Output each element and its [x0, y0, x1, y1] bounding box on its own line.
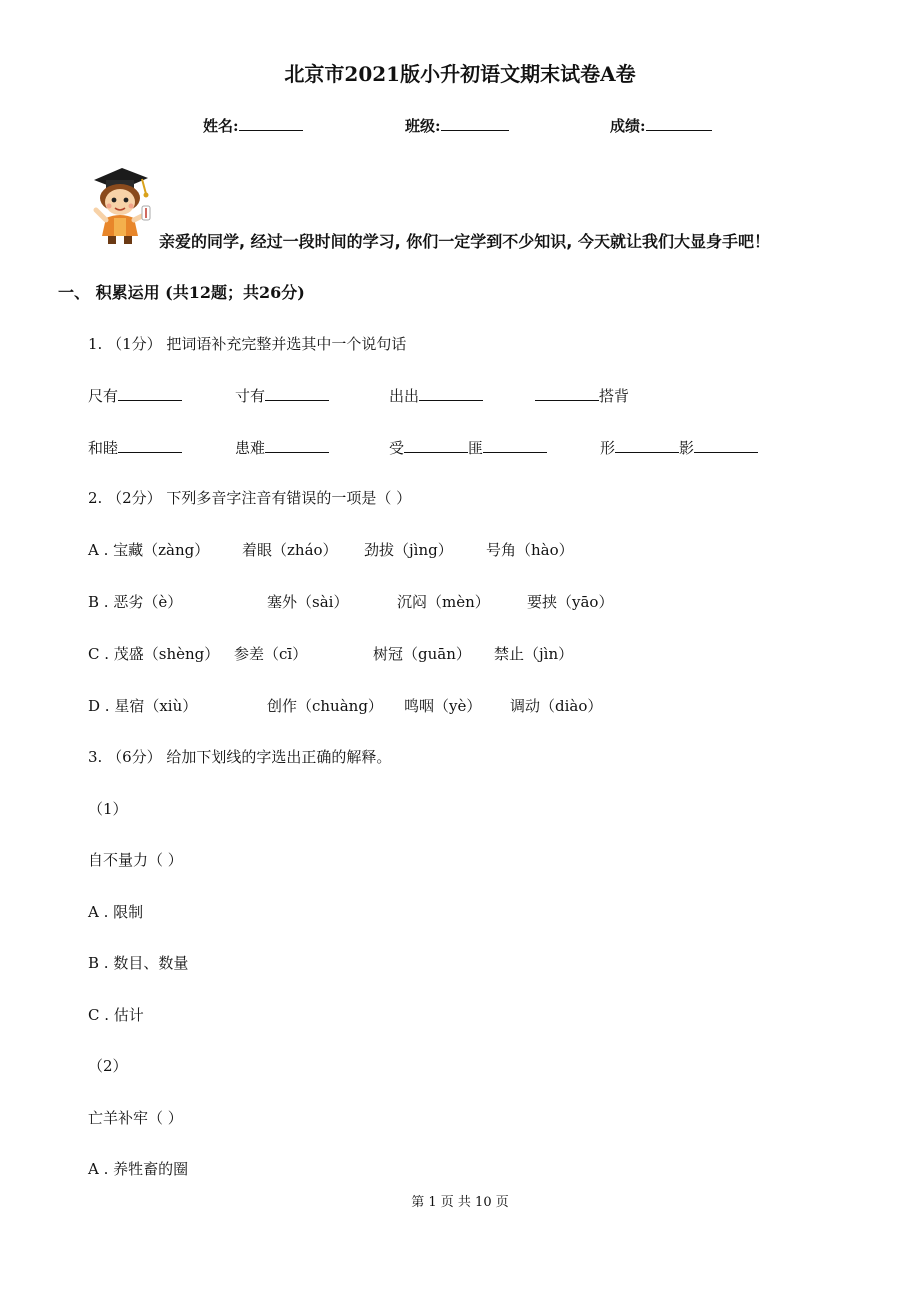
q2-option-a-term: 着眼（zháo） — [242, 541, 338, 559]
q2-option-c-term: 禁止（jìn） — [494, 645, 574, 663]
section-heading: 一、 积累运用 (共12题；共26分) — [58, 283, 305, 302]
q1-word: 匪 — [468, 439, 484, 457]
q1-word: 搭背 — [599, 387, 630, 405]
fill-blank[interactable] — [483, 436, 547, 453]
q1-word: 形 — [600, 439, 616, 457]
q2-option-c-term: 树冠（guān） — [373, 645, 471, 663]
q1-word: 出出 — [389, 387, 420, 405]
q1-item[interactable] — [535, 384, 629, 406]
q1-item[interactable] — [389, 384, 483, 406]
q2-option-c-term: 参差（cī） — [234, 645, 308, 663]
q1-word: 患难 — [235, 439, 266, 457]
fill-blank[interactable] — [118, 436, 182, 453]
score-label: 成绩: — [610, 117, 646, 135]
fill-blank[interactable] — [615, 436, 679, 453]
q3-sub-1-label: （1） — [88, 800, 128, 818]
q1-word: 尺有 — [88, 387, 119, 405]
q2-option-b-term: 沉闷（mèn） — [397, 593, 490, 611]
score-blank[interactable] — [646, 114, 712, 131]
page-footer: 第 1 页 共 10 页 — [411, 1195, 509, 1210]
q1-item[interactable] — [235, 436, 329, 458]
q3-sub-1-option-a[interactable]: A . 限制 — [88, 903, 144, 921]
q3-sub-1-phrase: 自不量力（ ） — [88, 851, 183, 869]
q2-option-d-term: 调动（diào） — [510, 697, 603, 715]
q2-option-b-term: 塞外（sài） — [267, 593, 349, 611]
page-title: 北京市2021版小升初语文期末试卷A卷 — [284, 62, 636, 86]
class-field[interactable] — [405, 114, 509, 136]
question-3-stem: 3. （6分） 给加下划线的字选出正确的解释。 — [88, 748, 392, 766]
q2-option-a[interactable]: A . 宝藏（zàng） — [88, 541, 210, 559]
q2-option-d-term: 鸣咽（yè） — [404, 697, 482, 715]
q3-sub-2-label: （2） — [88, 1057, 128, 1075]
q1-item[interactable] — [88, 384, 182, 406]
q1-word: 寸有 — [235, 387, 266, 405]
q2-option-c[interactable]: C . 茂盛（shèng） — [88, 645, 220, 663]
name-label: 姓名: — [203, 117, 239, 135]
q1-item[interactable] — [389, 436, 547, 458]
fill-blank[interactable] — [118, 384, 182, 401]
q1-word: 和睦 — [88, 439, 119, 457]
fill-blank[interactable] — [535, 384, 599, 401]
q3-sub-2-option-a[interactable]: A . 养牲畜的圈 — [88, 1160, 189, 1178]
q1-item[interactable] — [235, 384, 329, 406]
fill-blank[interactable] — [265, 384, 329, 401]
q1-item[interactable] — [600, 436, 758, 458]
q3-sub-1-option-b[interactable]: B . 数目、数量 — [88, 954, 189, 972]
fill-blank[interactable] — [265, 436, 329, 453]
q2-option-a-term: 号角（hào） — [486, 541, 574, 559]
q1-item[interactable] — [88, 436, 182, 458]
class-blank[interactable] — [441, 114, 509, 131]
q2-option-a-term: 劲拔（jìng） — [364, 541, 453, 559]
q2-option-d[interactable]: D . 星宿（xiù） — [88, 697, 198, 715]
name-blank[interactable] — [239, 114, 303, 131]
name-field[interactable] — [203, 114, 303, 136]
fill-blank[interactable] — [694, 436, 758, 453]
fill-blank[interactable] — [419, 384, 483, 401]
q2-option-b[interactable]: B . 恶劣（è） — [88, 593, 183, 611]
q1-word: 影 — [679, 439, 695, 457]
class-label: 班级: — [405, 117, 441, 135]
q1-word: 受 — [389, 439, 405, 457]
student-mascot-icon — [86, 164, 156, 246]
fill-blank[interactable] — [404, 436, 468, 453]
question-1-stem: 1. （1分） 把词语补充完整并选其中一个说句话 — [88, 335, 407, 353]
question-2-stem: 2. （2分） 下列多音字注音有错误的一项是（ ） — [88, 489, 412, 507]
greeting-text: 亲爱的同学, 经过一段时间的学习, 你们一定学到不少知识, 今天就让我们大显身手吧！ — [159, 232, 770, 251]
q3-sub-2-phrase: 亡羊补牢（ ） — [88, 1109, 183, 1127]
q2-option-b-term: 要挟（yāo） — [527, 593, 614, 611]
q2-option-d-term: 创作（chuàng） — [267, 697, 383, 715]
q3-sub-1-option-c[interactable]: C . 估计 — [88, 1006, 144, 1024]
score-field[interactable] — [610, 114, 712, 136]
